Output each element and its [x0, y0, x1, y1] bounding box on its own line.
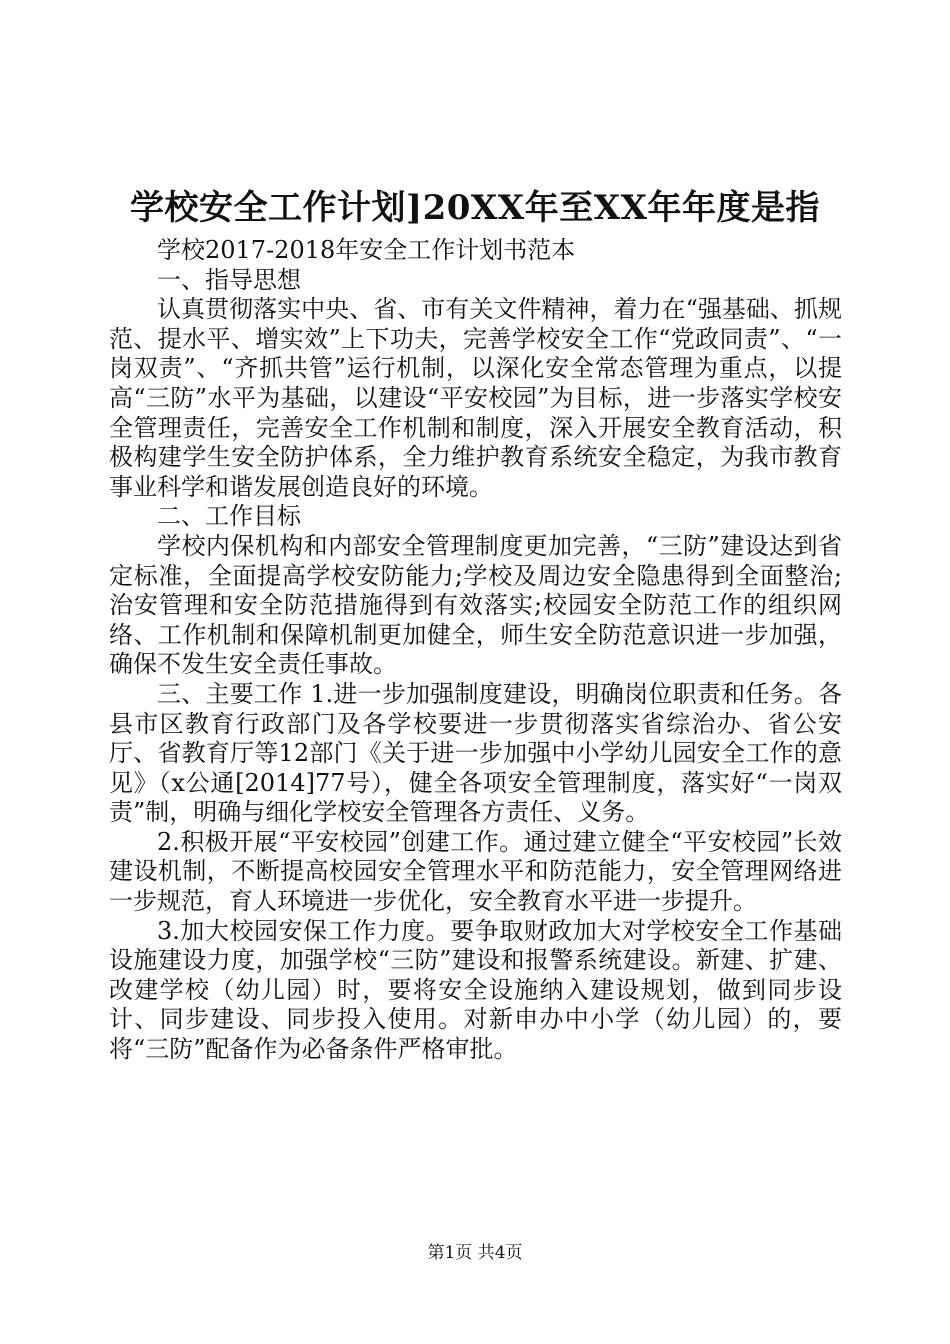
paragraph-guiding-ideology: 认真贯彻落实中央、省、市有关文件精神，着力在“强基础、抓规范、提水平、增实效”上下功夫，完善学校安全工作“党政同责”、“一岗双责”、“齐抓共管”运行机制，以深化安全常态管理为重点，以提高“三防”水平为基础，以建设“平安校园”为目标，进一步落实学校安全管理责任，完善安全工作机制和制度，深入开展安全教育活动，积极构建学生安全防护体系，全力维护教育系统安全稳定，为我市教育事业科学和谐发展创造良好的环境。	[109, 295, 842, 501]
heading-work-goals: 二、工作目标	[157, 502, 301, 531]
paragraph-main-work-2: 2.积极开展“平安校园”创建工作。通过建立健全“平安校园”长效建设机制，不断提高校园安全管理水平和防范能力，安全管理网络进一步规范，育人环境进一步优化，安全教育水平进一步提升。	[109, 827, 842, 916]
page-number-footer: 第1页 共4页	[427, 1243, 523, 1263]
paragraph-work-goals: 学校内保机构和内部安全管理制度更加完善，“三防”建设达到省定标准，全面提高学校安防能力;学校及周边安全隐患得到全面整治;治安管理和安全防范措施得到有效落实;校园安全防范工作的组织网络、工作机制和保障机制更加健全，师生安全防范意识进一步加强，确保不发生安全责任事故。	[109, 531, 842, 679]
paragraph-main-work-3: 3.加大校园安保工作力度。要争取财政加大对学校安全工作基础设施建设力度，加强学校“三防”建设和报警系统建设。新建、扩建、改建学校（幼儿园）时，要将安全设施纳入建设规划，做到同步设计、同步建设、同步投入使用。对新申办中小学（幼儿园）的，要将“三防”配备作为必备条件严格审批。	[109, 916, 842, 1064]
paragraph-subtitle: 学校2017-2018年安全工作计划书范本	[157, 236, 576, 264]
heading-guiding-ideology: 一、指导思想	[157, 265, 301, 294]
paragraph-main-work-1: 三、主要工作 1.进一步加强制度建设，明确岗位职责和任务。各县市区教育行政部门及各学校要进一步贯彻落实省综治办、省公安厅、省教育厅等12部门《关于进一步加强中小学幼儿园安全工作的意见》（x公通[2014]77号），健全各项安全管理制度，落实好“一岗双责”制，明确与细化学校安全管理各方责任、义务。	[109, 679, 842, 827]
document-body	[109, 236, 842, 1065]
document-title: 学校安全工作计划]20XX年至XX年年度是指	[130, 188, 820, 228]
